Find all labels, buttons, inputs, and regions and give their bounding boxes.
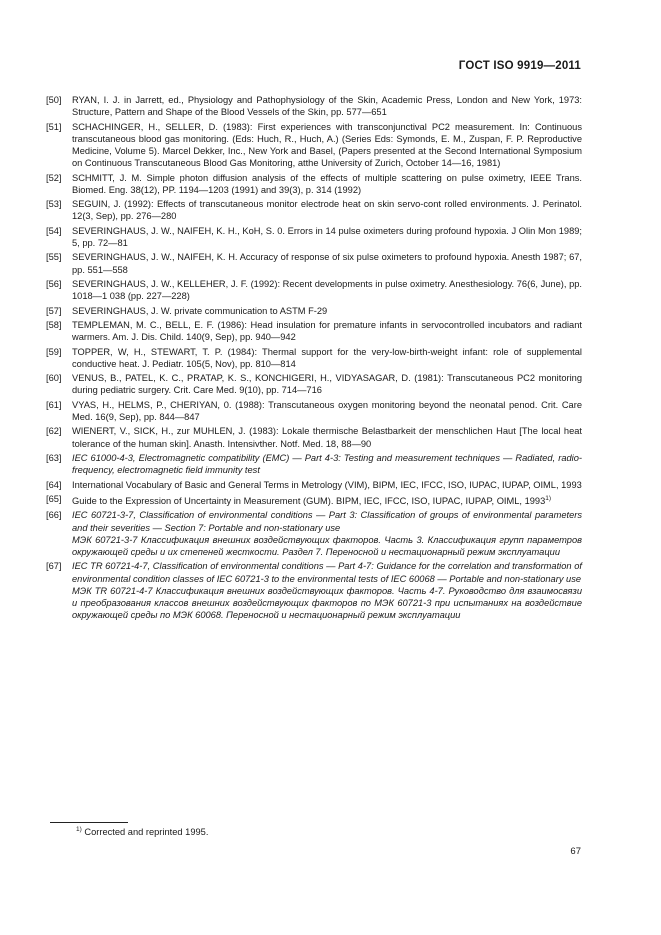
reference-text: TOPPER, W, H., STEWART, T. P. (1984): Thermal support for the very-low-birth-weight infant: role of supplemental conductive heat. J. Pediatr. 105(5, Nov), pp. 810—814 xyxy=(72,346,582,369)
page-number: 67 xyxy=(570,846,581,857)
footnote-text: Corrected and reprinted 1995. xyxy=(84,827,209,837)
reference-number: [60] xyxy=(46,373,62,384)
reference-text: SEVERINGHAUS, J. W., NAIFEH, K. H. Accuracy of response of six pulse oximeters to profound hypoxia. Anesth 1987; 67, pp. 551—558 xyxy=(72,252,582,275)
reference-number: [59] xyxy=(46,346,62,357)
reference-item xyxy=(46,251,582,275)
reference-text: IEC 61000-4-3, Electromagnetic compatibility (EMC) — Part 4-3: Testing and measurement techniques — Radiated, radio-frequency, electromagnetic field immunity test xyxy=(72,452,582,476)
reference-text: SCHMITT, J. M. Simple photon diffusion analysis of the effects of multiple scattering on pulse oximetry, IEEE Trans. Biomed. Eng. 38(12), PP. 1194—1203 (1991) and 39(3), p. 314 (1992) xyxy=(72,172,582,195)
reference-number: [52] xyxy=(46,172,62,183)
reference-number: [65] xyxy=(46,493,62,504)
document-header: ГОСТ ISO 9919—2011 xyxy=(458,60,581,72)
reference-item xyxy=(46,319,582,343)
reference-item xyxy=(46,121,582,170)
reference-text: TEMPLEMAN, M. C., BELL, E. F. (1986): Head insulation for premature infants in servocontrolled incubators and radiant warmers. Am. J. Dis. Child. 140(9, Sep), pp. 940—942 xyxy=(72,319,582,343)
reference-text: IEC 60721-3-7, Classification of environmental conditions — Part 3: Classification of groups of environmental parameters and their severities — Section 7: Portable and non-stationary use xyxy=(72,510,582,533)
reference-text: SEVERINGHAUS, J. W., KELLEHER, J. F. (1992): Recent developments in pulse oximetry. Anesthesiology. 76(6, June), pp. 1018—1 038 (pp. 227—228) xyxy=(72,278,582,302)
reference-item xyxy=(46,560,582,621)
reference-text: International Vocabulary of Basic and General Terms in Metrology (VIM), BIPM, IEC, IFCC, ISO, IUPAC, IUPAP, OIML, 1993 xyxy=(72,479,582,490)
reference-text: SEVERINGHAUS, J. W. private communication to ASTM F-29 xyxy=(72,305,328,316)
reference-item xyxy=(46,172,582,196)
reference-number: [56] xyxy=(46,278,62,289)
reference-text: Guide to the Expression of Uncertainty in Measurement (GUM). BIPM, IEC, IFCC, ISO, IUPAC, IUPAP, OIML, 1993 xyxy=(72,495,546,506)
reference-number: [66] xyxy=(46,510,62,521)
reference-number: [67] xyxy=(46,561,62,572)
reference-text: SCHACHINGER, H., SELLER, D. (1983): First experiences with transconjunctival PC2 measurement. In: Continuous transcutaneous blood gas monitoring. (Eds: Huch, R., Huch, A.) (Series Eds: Symonds, E. M., Zuspan, F. P. Reproductive Medicine, Volume 5). Marcel Dekker, Inc., New York and Basel, (Papers presented at the Second International Symposium on Continuous Transcutaneous Blood Gas Monitoring, atthe University of Zurich, October 14—16, 1981) xyxy=(72,121,582,169)
reference-item xyxy=(46,346,582,370)
reference-number: [57] xyxy=(46,305,62,316)
reference-text: VYAS, H., HELMS, P., CHERIYAN, 0. (1988): Transcutaneous oxygen monitoring beyond the neonatal penod. Crit. Care Med. 16(9, Sep), pp. 844—847 xyxy=(72,399,582,422)
reference-number: [55] xyxy=(46,252,62,263)
reference-text-wrap xyxy=(72,493,582,507)
reference-translation: МЭК TR 60721-4-7 Классификация внешних воздействующих факторов. Часть 4-7. Руководство для взаимосвязи и преобразования классов внешних воздействующих факторов по МЭК 60721-3 при испытаниях на воздействие окружающей среды по МЭК 60068. Переносной и нестационарный режим эксплуатации xyxy=(72,585,582,621)
reference-item xyxy=(46,372,582,396)
reference-list xyxy=(46,94,582,624)
footnote xyxy=(76,826,208,837)
reference-item xyxy=(46,425,582,449)
reference-item xyxy=(46,479,582,491)
reference-item xyxy=(46,399,582,423)
reference-number: [51] xyxy=(46,121,62,132)
reference-number: [61] xyxy=(46,399,62,410)
footnote-marker[interactable]: 1) xyxy=(545,494,552,502)
reference-text: IEC TR 60721-4-7, Classification of environmental conditions — Part 4-7: Guidance for the correlation and transformation of environmental condition classes of IEC 60721-3 to the environmental tests of IEC 60068 — Portable and non-stationary use xyxy=(72,561,582,584)
reference-number: [64] xyxy=(46,479,62,490)
reference-item xyxy=(46,278,582,302)
reference-item xyxy=(46,225,582,249)
reference-text: RYAN, I. J. in Jarrett, ed., Physiology and Pathophysiology of the Skin, Academic Press, London and New York, 1973: Structure, Pattern and Shape of the Blood Vessels of the Skin, pp. 577—651 xyxy=(72,95,582,118)
reference-item xyxy=(46,198,582,222)
reference-item xyxy=(46,305,582,317)
footnote-rule xyxy=(50,822,128,823)
reference-item xyxy=(46,94,582,118)
reference-text: SEVERINGHAUS, J. W., NAIFEH, K. H., KoH, S. 0. Errors in 14 pulse oximeters during profound hypoxia. J Olin Mon 1989; 5, pp. 72—81 xyxy=(72,225,582,248)
reference-translation: МЭК 60721-3-7 Классификация внешних воздействующих факторов. Часть 3. Классификация групп параметров окружающей среды и их степеней жесткости. Раздел 7. Переносной и нестационарный режим эксплуатации xyxy=(72,534,582,557)
reference-number: [53] xyxy=(46,199,62,210)
reference-item xyxy=(46,452,582,476)
reference-item xyxy=(46,493,582,507)
reference-number: [63] xyxy=(46,452,62,463)
reference-text: SEGUIN, J. (1992): Effects of transcutaneous monitor electrode heat on skin servo-cont rolled environments. J. Perinatol. 12(3, Sep), pp. 276—280 xyxy=(72,199,582,222)
reference-text-wrap xyxy=(72,560,582,621)
reference-text: WIENERT, V., SICK, H., zur MUHLEN, J. (1983): Lokale thermische Belastbarkeit der menschlichen Haut [The local heat tolerance of the human skin]. Anasth. Intensivther. Notf. Med. 18, 88—90 xyxy=(72,426,582,449)
footnote-mark: 1) xyxy=(76,826,82,833)
reference-text: VENUS, B., PATEL, K. C., PRATAP, K. S., KONCHIGERI, H., VIDYASAGAR, D. (1981): Transcutaneous PC2 monitoring during pediatric surgery. Crit. Care Med. 9(10), pp. 714—716 xyxy=(72,373,582,396)
reference-item xyxy=(46,509,582,558)
reference-number: [62] xyxy=(46,426,62,437)
reference-text-wrap xyxy=(72,509,582,558)
reference-number: [58] xyxy=(46,319,62,330)
reference-number: [54] xyxy=(46,225,62,236)
reference-number: [50] xyxy=(46,95,62,105)
